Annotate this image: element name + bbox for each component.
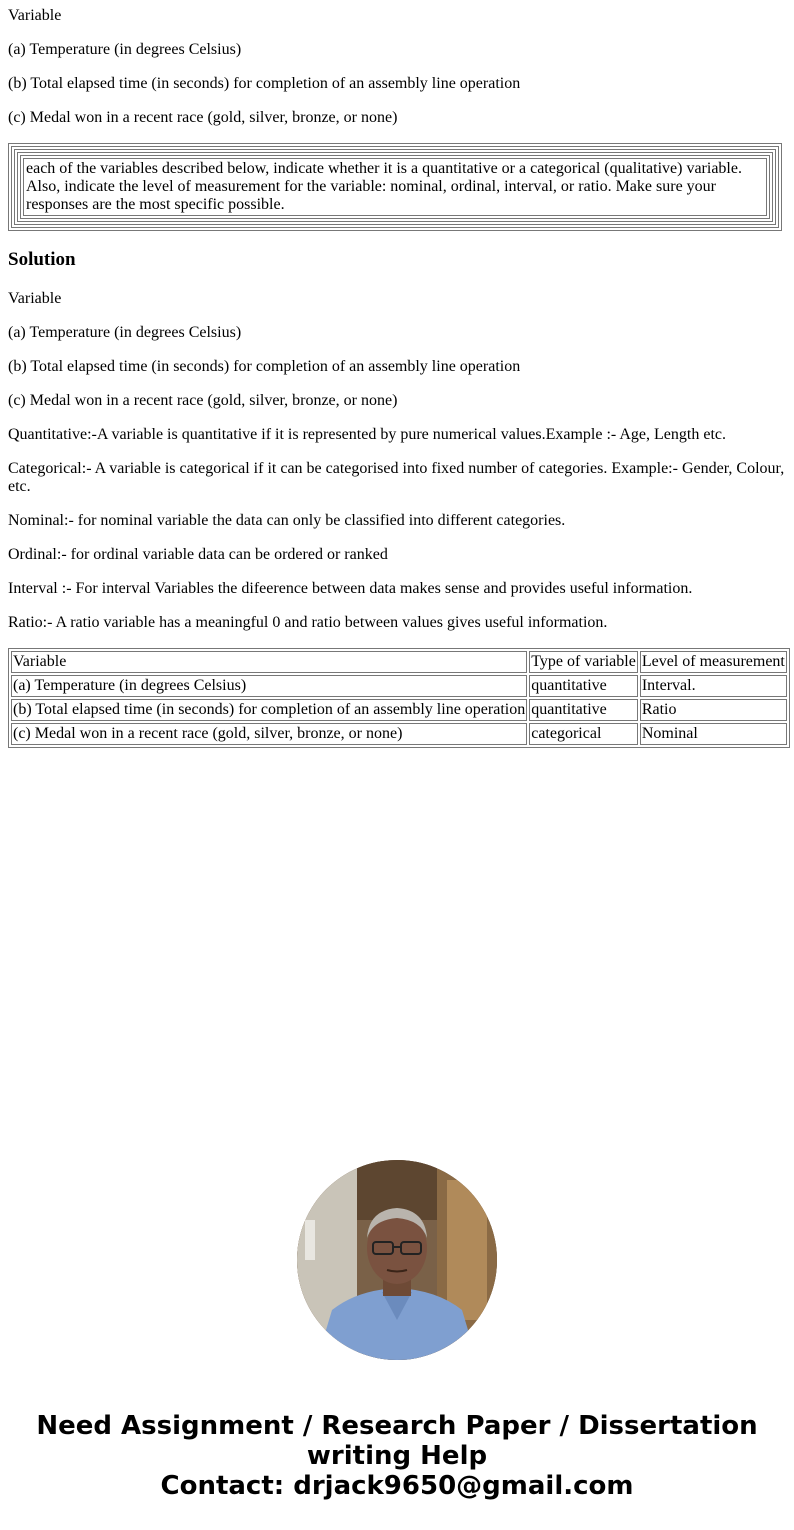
answer-table (8, 648, 790, 748)
question-item-c: (c) Medal won in a recent race (gold, silver, bronze, or none) (8, 109, 398, 126)
table-cell: categorical (529, 723, 638, 745)
definition-interval: Interval :- For interval Variables the difeerence between data makes sense and provides useful information. (8, 580, 693, 597)
table-cell: quantitative (529, 675, 638, 697)
table-cell: Ratio (640, 699, 787, 721)
solution-item-b: (b) Total elapsed time (in seconds) for completion of an assembly line operation (8, 358, 521, 375)
table-header-cell: Type of variable (529, 651, 638, 673)
definition-ratio: Ratio:- A ratio variable has a meaningful 0 and ratio between values gives useful information. (8, 614, 608, 631)
table-cell: (a) Temperature (in degrees Celsius) (11, 675, 527, 697)
table-row (11, 723, 787, 745)
table-header-row (11, 651, 787, 673)
table-header-cell: Level of measurement (640, 651, 787, 673)
question-box (8, 143, 782, 231)
table-row (11, 675, 787, 697)
table-cell: (c) Medal won in a recent race (gold, silver, bronze, or none) (11, 723, 527, 745)
table-cell: quantitative (529, 699, 638, 721)
author-portrait-image (297, 1160, 497, 1360)
definition-quantitative: Quantitative:-A variable is quantitative if it is represented by pure numerical values.Example :- Age, Length etc. (8, 426, 726, 443)
definition-nominal: Nominal:- for nominal variable the data can only be classified into different categories. (8, 512, 566, 529)
question-instructions: each of the variables described below, indicate whether it is a quantitative or a categorical (qualitative) variable. Also, indicate the level of measurement for the variable: nominal, ordinal, interval, or ratio. Make sure your responses are the most specific possible. (23, 158, 767, 216)
question-title: Variable (8, 7, 62, 24)
definition-categorical: Categorical:- A variable is categorical if it can be categorised into fixed number of categories. Example:- Gender, Colour, etc. (8, 460, 785, 495)
table-header-cell: Variable (11, 651, 527, 673)
question-item-a: (a) Temperature (in degrees Celsius) (8, 41, 242, 58)
main-content (0, 7, 794, 748)
table-cell: Nominal (640, 723, 787, 745)
promo-banner (0, 1411, 794, 1501)
solution-title: Variable (8, 290, 62, 307)
table-cell: Interval. (640, 675, 787, 697)
solution-item-c: (c) Medal won in a recent race (gold, silver, bronze, or none) (8, 392, 398, 409)
promo-line-1: Need Assignment / Research Paper / Dissertation (36, 1411, 758, 1441)
question-item-b: (b) Total elapsed time (in seconds) for completion of an assembly line operation (8, 75, 521, 92)
solution-item-a: (a) Temperature (in degrees Celsius) (8, 324, 242, 341)
table-cell: (b) Total elapsed time (in seconds) for completion of an assembly line operation (11, 699, 527, 721)
table-row (11, 699, 787, 721)
author-avatar (297, 1160, 497, 1360)
definition-ordinal: Ordinal:- for ordinal variable data can be ordered or ranked (8, 546, 388, 563)
solution-heading: Solution (8, 249, 76, 270)
promo-contact: Contact: drjack9650@gmail.com (160, 1471, 634, 1501)
promo-line-2: writing Help (306, 1441, 488, 1471)
